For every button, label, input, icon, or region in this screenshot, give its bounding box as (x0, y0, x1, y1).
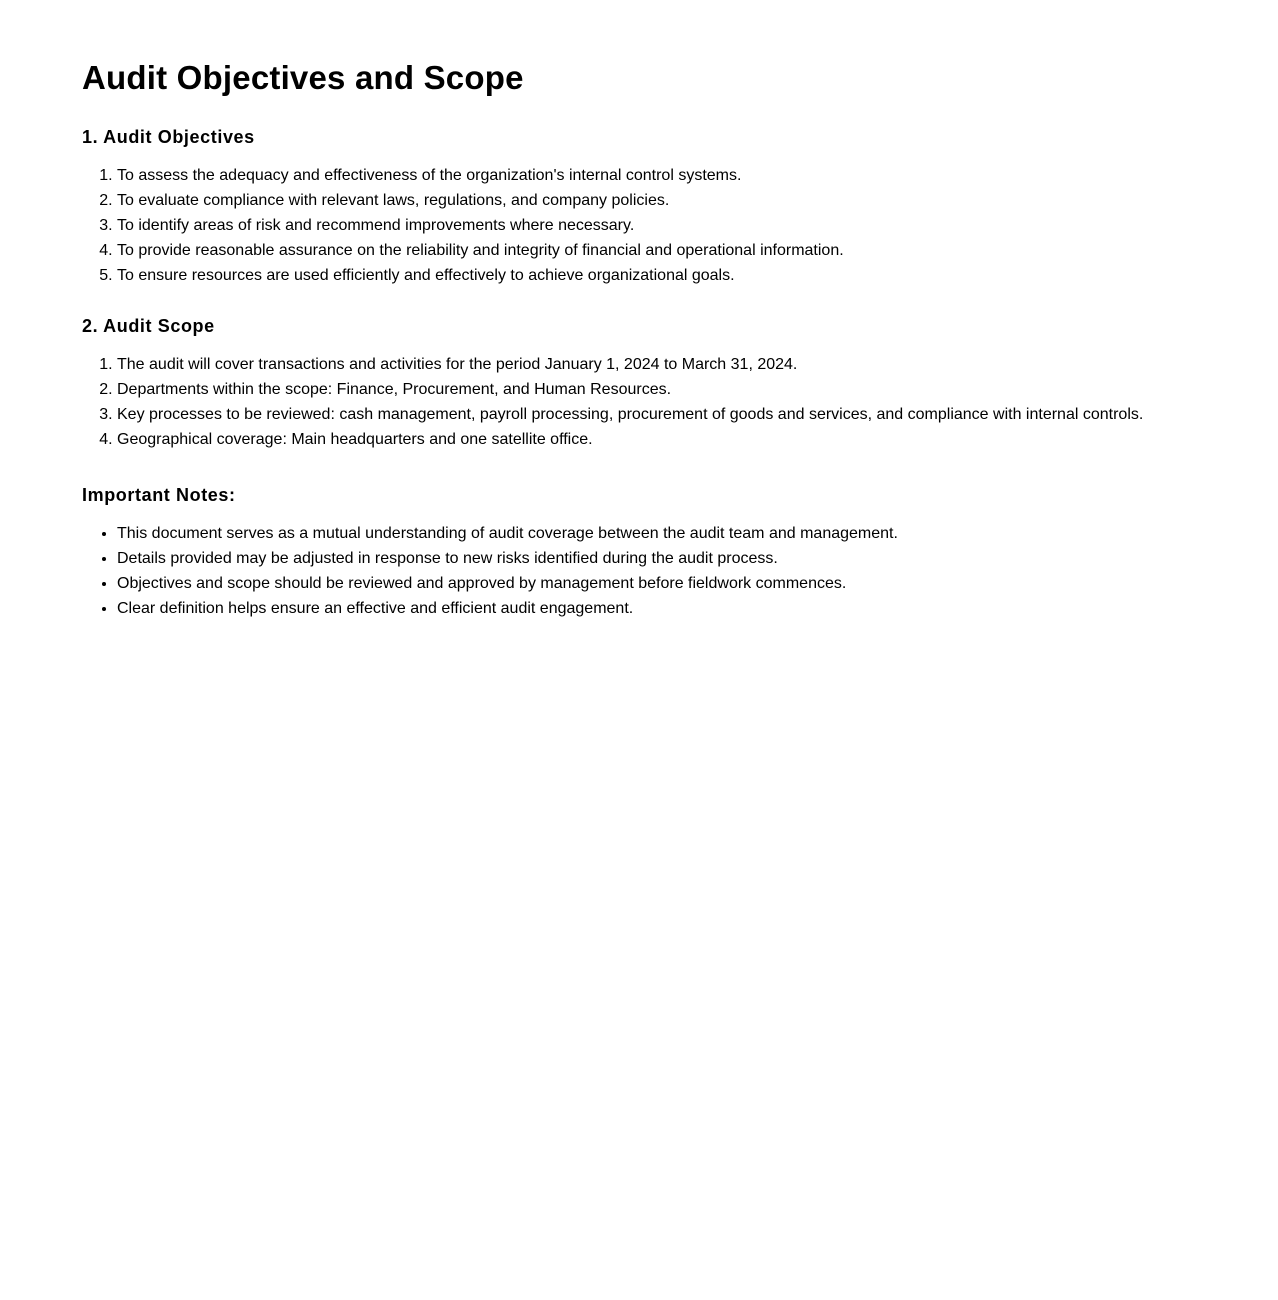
objectives-list (82, 163, 1278, 288)
notes-list (82, 521, 1278, 621)
list-item: • This document serves as a mutual understanding of audit coverage between the audit team and management. (117, 521, 1278, 546)
scope-heading: 2. Audit Scope (82, 316, 215, 336)
notes-heading: Important Notes: (82, 485, 236, 505)
list-item: 2. Departments within the scope: Finance, Procurement, and Human Resources. (117, 377, 1278, 402)
scope-section (82, 314, 1278, 452)
objectives-heading: 1. Audit Objectives (82, 127, 255, 147)
list-item: 2. To evaluate compliance with relevant laws, regulations, and company policies. (117, 188, 1278, 213)
page-title: Audit Objectives and Scope (82, 59, 524, 96)
list-item: • Clear definition helps ensure an effective and efficient audit engagement. (117, 596, 1278, 621)
document-page (0, 0, 1278, 621)
list-item: 5. To ensure resources are used efficiently and effectively to achieve organizational goals. (117, 263, 1278, 288)
notes-section (82, 483, 1278, 621)
list-item: 3. To identify areas of risk and recommend improvements where necessary. (117, 213, 1278, 238)
list-item: • Details provided may be adjusted in response to new risks identified during the audit process. (117, 546, 1278, 571)
scope-list (82, 352, 1278, 452)
list-item: 3. Key processes to be reviewed: cash management, payroll processing, procurement of goods and services, and compliance with internal controls. (117, 402, 1278, 427)
list-item: 1. The audit will cover transactions and activities for the period January 1, 2024 to March 31, 2024. (117, 352, 1278, 377)
list-item: 4. To provide reasonable assurance on the reliability and integrity of financial and operational information. (117, 238, 1278, 263)
list-item: 1. To assess the adequacy and effectiveness of the organization's internal control systems. (117, 163, 1278, 188)
objectives-section (82, 125, 1278, 288)
list-item: 4. Geographical coverage: Main headquarters and one satellite office. (117, 427, 1278, 452)
list-item: • Objectives and scope should be reviewed and approved by management before fieldwork commences. (117, 571, 1278, 596)
